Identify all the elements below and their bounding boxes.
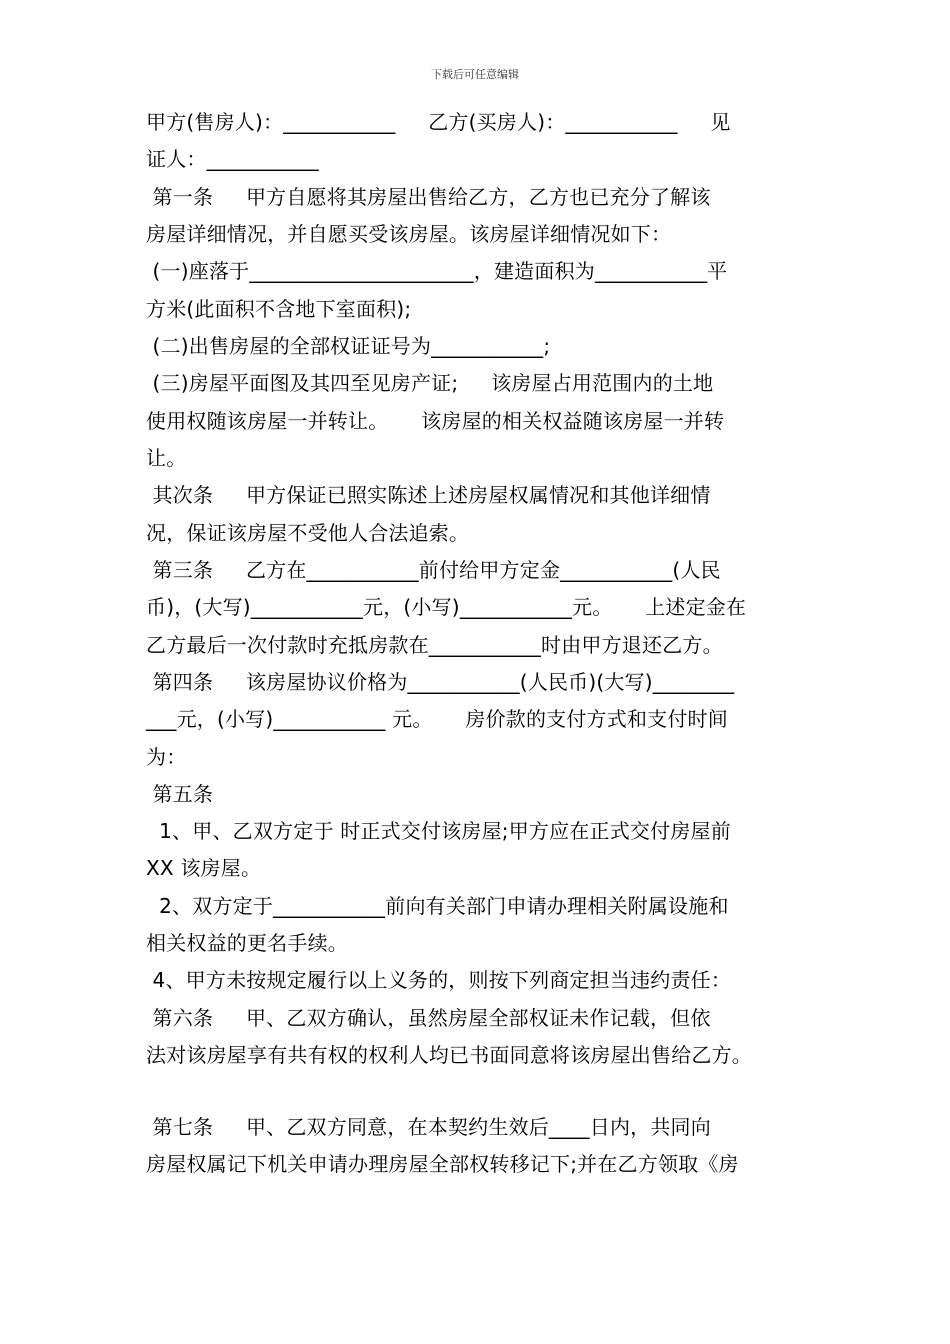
contract-line: 第七条 甲、乙双方同意，在本契约生效后____日内，共同向 (146, 1115, 711, 1139)
contract-line: XX 该房屋。 (146, 856, 262, 880)
contract-line: 相关权益的更名手续。 (146, 931, 348, 955)
contract-line: (三)房屋平面图及其四至见房产证; 该房屋占用范围内的土地 (146, 371, 714, 395)
contract-line: 法对该房屋享有共有权的权利人均已书面同意将该房屋出售给乙方。 (146, 1043, 752, 1067)
contract-line: 让。 (146, 446, 187, 470)
contract-line: 房屋详细情况，并自愿买受该房屋。该房屋详细情况如下： (146, 222, 672, 246)
contract-line: 币)，(大写)___________元，(小写)___________元。 上述定金在 (146, 595, 747, 619)
contract-line: 方米(此面积不含地下室面积); (146, 297, 412, 321)
contract-line: 1、甲、乙双方定于 时正式交付该房屋;甲方应在正式交付房屋前 (146, 819, 731, 843)
contract-line: 证人：___________ (146, 147, 319, 171)
contract-line: 其次条 甲方保证已照实陈述上述房屋权属情况和其他详细情 (146, 483, 711, 507)
contract-line: 乙方最后一次付款时充抵房款在___________时由甲方退还乙方。 (146, 633, 723, 657)
contract-line: 甲方(售房人)：___________ 乙方(买房人)：___________ 见 (146, 110, 731, 134)
contract-line: ___元，(小写)___________ 元。 房价款的支付方式和支付时间 (146, 707, 728, 731)
contract-line: (一)座落于______________________，建造面积为___________平 (146, 259, 728, 283)
contract-line: 2、双方定于___________前向有关部门申请办理相关附属设施和 (146, 894, 729, 918)
page-header: 下载后可任意编辑 (431, 68, 519, 81)
contract-line: 4、甲方未按规定履行以上义务的，则按下列商定担当违约责任： (146, 968, 732, 992)
contract-line: 第三条 乙方在___________前付给甲方定金___________(人民 (146, 558, 721, 582)
contract-line: 第五条 (146, 782, 214, 806)
contract-line: 第一条 甲方自愿将其房屋出售给乙方，乙方也已充分了解该 (146, 185, 711, 209)
contract-line: 第四条 该房屋协议价格为___________(人民币)(大写)________ (146, 670, 735, 694)
contract-line: 使用权随该房屋一并转让。 该房屋的相关权益随该房屋一并转 (146, 409, 725, 433)
contract-line: 房屋权属记下机关申请办理房屋全部权转移记下;并在乙方领取《房 (146, 1152, 739, 1176)
contract-line: 况，保证该房屋不受他人合法追索。 (146, 521, 470, 545)
contract-line: (二)出售房屋的全部权证证号为___________; (146, 334, 551, 358)
contract-line: 第六条 甲、乙双方确认，虽然房屋全部权证未作记载，但依 (146, 1006, 711, 1030)
contract-line: 为： (146, 745, 187, 769)
